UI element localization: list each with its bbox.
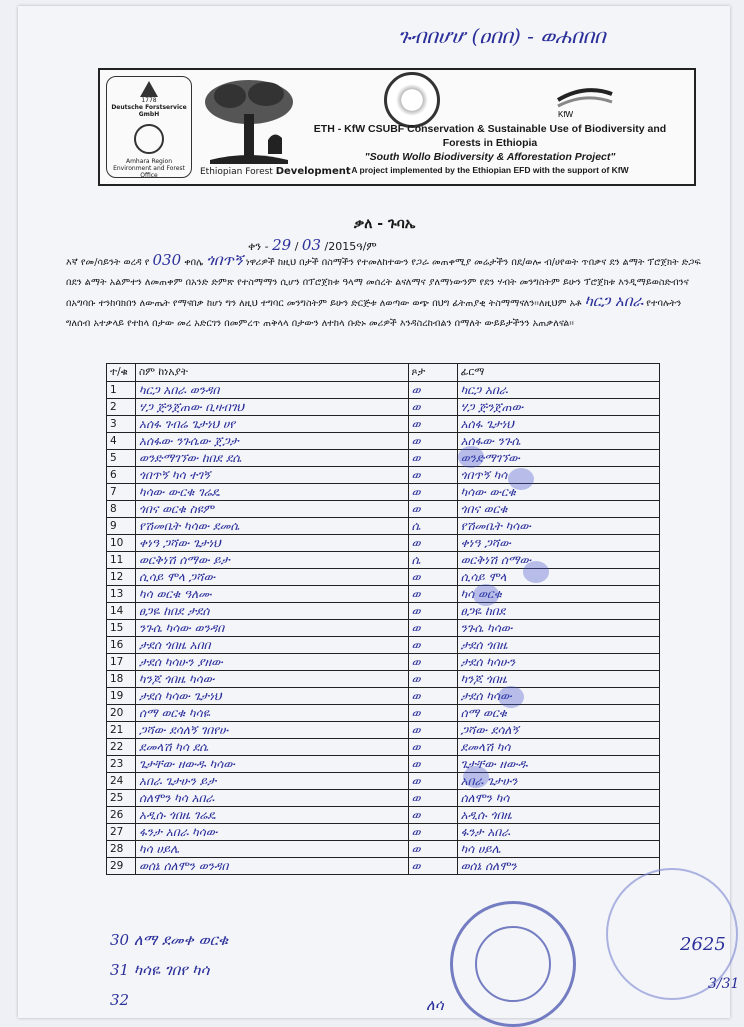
row-sex: ወ [408, 501, 457, 518]
para-body: ነዋሪዎች ከዚህ በታች በስማችን የተመለከተውን የጋራ መጠቀሚያ መሬታችን በደ/ወሎ ብ/ሀየወት ጥበቃና ደን ልማት ፕሮጀክት ድጋፍ በደን ልማት አልምተን ለመጠቀም በአንድ ድምጽ የተስማማን ሲሆን በፕሮጀክቱ ዓላማ መሰረት ልናለማና ያለማነውንም የደን ሃብት መንግስትም ይሁን ፕሮጀክቱ እንዲማይወስድብንና በአግባቡ ተንከባክበን ለውጤት የማናበቃ ከሆነ ግን ለዚህ ተግባር መንግስትም ይሁን ድርጅቱ ለወጣው ወጭ በህግ ፊትጠያቂ ትስማማናለን፡፡ለዚህም አቶ [66, 257, 701, 309]
extra-row-31: 31 ካሳዬ ገበየ ካሳ [110, 961, 210, 979]
row-signature: ታደሰ ካሳሁን [457, 654, 659, 671]
row-number: 12 [107, 569, 136, 586]
row-sex: ወ [408, 739, 457, 756]
row-number: 16 [107, 637, 136, 654]
kebele-name: ጎበጥኝ [206, 251, 243, 269]
date-row: ቀን - 29 / 03 /2015ዓ/ም [248, 236, 377, 254]
header-number: ተ/ቁ [107, 364, 136, 382]
row-name: ካርጋ አበራ ወንዳበ [136, 382, 408, 399]
row-number: 5 [107, 450, 136, 467]
table-row [107, 739, 660, 756]
row-name: ወንድማገኘው ከበደ ደሴ [136, 450, 408, 467]
table-row [107, 382, 660, 399]
row-name: ወርቅነሽ ሰማው ይታ [136, 552, 408, 569]
stamp-number: 2625 [680, 934, 726, 955]
row-number: 21 [107, 722, 136, 739]
kfw-logo-icon [550, 80, 620, 120]
row-number: 14 [107, 603, 136, 620]
row-signature: ሲሳይ ሞላ [457, 569, 659, 586]
table-row [107, 824, 660, 841]
banner-implemented-by: A project implemented by the Ethiopian EFD with the support of KfW [351, 165, 629, 175]
project-banner [98, 68, 696, 186]
table-row [107, 705, 660, 722]
table-row [107, 620, 660, 637]
row-number: 4 [107, 433, 136, 450]
row-sex: ወ [408, 586, 457, 603]
row-sex: ወ [408, 705, 457, 722]
row-signature: ካንጆ ጎበዜ [457, 671, 659, 688]
row-number: 15 [107, 620, 136, 637]
fingerprint-mark [523, 561, 549, 583]
row-sex: ወ [408, 603, 457, 620]
row-name: ፀጋዬ ከበደ ታደሰ [136, 603, 408, 620]
row-number: 29 [107, 858, 136, 875]
row-sex: ወ [408, 722, 457, 739]
row-signature: ታደሰ ጎበዜ [457, 637, 659, 654]
row-name: ጎበና ወርቁ ስዩም [136, 501, 408, 518]
row-sex: ወ [408, 637, 457, 654]
row-name: አበራ ጌታሁን ይታ [136, 773, 408, 790]
row-sex: ወ [408, 688, 457, 705]
row-number: 18 [107, 671, 136, 688]
row-signature: ወንድማገኘው [457, 450, 659, 467]
fingerprint-mark [498, 686, 524, 708]
table-row [107, 416, 660, 433]
banner-title-line1: ETH - KfW CSUBF Conservation & Sustainable Use of Biodiversity and [313, 123, 667, 135]
row-name: ታደሰ ካሳው ጌታነህ [136, 688, 408, 705]
table-row [107, 450, 660, 467]
table-header-row [107, 364, 660, 382]
row-number: 22 [107, 739, 136, 756]
extra-row-32: 32 [110, 991, 130, 1009]
row-sex: ወ [408, 858, 457, 875]
row-sex: ወ [408, 433, 457, 450]
row-sex: ወ [408, 620, 457, 637]
banner-title-line2: Forests in Ethiopia [442, 137, 538, 149]
row-signature: የሽመቤት ካሳው [457, 518, 659, 535]
row-signature: ካሳው ውርቁ [457, 484, 659, 501]
row-signature: አዲሱ ጎበዜ [457, 807, 659, 824]
row-name: አሰፋ ገብሬ ጌታነህ ሀየ [136, 416, 408, 433]
row-sex: ወ [408, 671, 457, 688]
row-number: 9 [107, 518, 136, 535]
row-sex: ወ [408, 467, 457, 484]
stamp-signature: 3/31 [708, 976, 740, 992]
logo-bottom-text: Amhara Region Environment and Forest Office [113, 158, 185, 179]
para-start: እኛ የመ/ሳይንት ወረዳ የ [66, 257, 150, 268]
row-number: 25 [107, 790, 136, 807]
row-name: ካንጆ ጎበዜ ካሳው [136, 671, 408, 688]
table-row [107, 518, 660, 535]
row-signature: ጎበና ወርቁ [457, 501, 659, 518]
row-number: 10 [107, 535, 136, 552]
row-signature: ሃጋ ጅንጀጠው [457, 399, 659, 416]
attendance-table [106, 363, 660, 875]
row-name: አዲሱ ጎበዜ ገሬዴ [136, 807, 408, 824]
row-name: ደመላሽ ካሳ ደሴ [136, 739, 408, 756]
fingerprint-mark [463, 766, 489, 788]
table-row [107, 433, 660, 450]
table-row [107, 654, 660, 671]
tree-logo-icon [200, 74, 298, 170]
table-row [107, 790, 660, 807]
row-sex: ወ [408, 841, 457, 858]
row-number: 1 [107, 382, 136, 399]
kfw-label: KfW [558, 110, 574, 119]
row-signature: ወርቅነሽ ሰማው [457, 552, 659, 569]
table-row [107, 399, 660, 416]
table-row [107, 841, 660, 858]
row-number: 26 [107, 807, 136, 824]
row-sex: ሴ [408, 552, 457, 569]
row-number: 23 [107, 756, 136, 773]
row-signature: ወሰኔ ሰለሞን [457, 858, 659, 875]
row-number: 8 [107, 501, 136, 518]
extra-row-30: 30 ለማ ደመቀ ወርቁ [110, 931, 229, 949]
row-sex: ወ [408, 450, 457, 467]
row-signature: ካሳ ሀይሌ [457, 841, 659, 858]
row-name: ሲሳይ ሞላ ጋሻው [136, 569, 408, 586]
logo-year: 1778 [141, 97, 157, 104]
table-row [107, 467, 660, 484]
row-signature: ጋሻው ደሳለኝ [457, 722, 659, 739]
table-row [107, 535, 660, 552]
row-name: ወሰኔ ሰለሞን ወንዳበ [136, 858, 408, 875]
row-number: 11 [107, 552, 136, 569]
row-name: የሽመቤት ካሳው ደመሴ [136, 518, 408, 535]
row-name: ፋንታ አበራ ካሳው [136, 824, 408, 841]
row-sex: ወ [408, 416, 457, 433]
row-name: ቀነዓ ጋሻው ጌታነህ [136, 535, 408, 552]
row-number: 13 [107, 586, 136, 603]
table-row [107, 671, 660, 688]
row-number: 19 [107, 688, 136, 705]
row-name: ታደሰ ጎበዜ አበበ [136, 637, 408, 654]
row-sex: ወ [408, 773, 457, 790]
row-number: 7 [107, 484, 136, 501]
row-name: ሃጋ ጅንጀጠው ቢዛብገህ [136, 399, 408, 416]
row-signature: ታደሰ ካሳው [457, 688, 659, 705]
table-row [107, 688, 660, 705]
row-number: 3 [107, 416, 136, 433]
date-year: /2015ዓ/ም [324, 240, 377, 253]
row-sex: ወ [408, 569, 457, 586]
row-number: 24 [107, 773, 136, 790]
row-signature: ፋንታ አበራ [457, 824, 659, 841]
row-name: ጋሻው ደሳለኝ ገበየሁ [136, 722, 408, 739]
row-signature: ሰማ ወርቁ [457, 705, 659, 722]
row-signature: ደመላሽ ካሳ [457, 739, 659, 756]
table-row [107, 569, 660, 586]
table-row [107, 722, 660, 739]
triangle-logo-icon [140, 81, 158, 97]
row-number: 27 [107, 824, 136, 841]
row-signature: ካርጋ አበራ [457, 382, 659, 399]
representative-name: ካርጋ አበራ [584, 292, 644, 310]
row-signature: ንጉሴ ካሳው [457, 620, 659, 637]
table-row [107, 586, 660, 603]
logo-org-name: Deutsche Forstservice GmbH [111, 104, 187, 118]
row-number: 17 [107, 654, 136, 671]
attendance-rows [107, 382, 660, 875]
row-name: ጌታቸው ዘውዱ ካሳው [136, 756, 408, 773]
table-row [107, 552, 660, 569]
row-sex: ወ [408, 484, 457, 501]
date-day: 29 [272, 236, 292, 254]
efd-caption: Ethiopian Forest Development [200, 166, 351, 177]
table-row [107, 756, 660, 773]
row-name: ሰለሞን ካሳ አበራ [136, 790, 408, 807]
table-row [107, 484, 660, 501]
banner-subtitle: "South Wollo Biodiversity & Afforestation Project" [364, 151, 616, 163]
row-sex: ወ [408, 654, 457, 671]
row-sex: ወ [408, 535, 457, 552]
date-month: 03 [301, 236, 322, 254]
table-row [107, 637, 660, 654]
row-name: ታደሰ ካሳሁን ያዘው [136, 654, 408, 671]
bottom-signature: ለሳ [426, 996, 444, 1014]
row-signature: ጎበጥኝ ካሳ [457, 467, 659, 484]
kebele-number: 030 [152, 251, 182, 269]
row-name: ጎበጥኝ ካሳ ተገኝ [136, 467, 408, 484]
stamp-inner-ring [475, 926, 551, 1002]
table-row [107, 773, 660, 790]
fingerprint-mark [473, 584, 499, 606]
row-signature: አሰፋው ንጉሴ [457, 433, 659, 450]
table-row [107, 501, 660, 518]
header-signature: ፊርማ [457, 364, 659, 382]
row-signature: ጌታቸው ዘውዱ [457, 756, 659, 773]
row-sex: ወ [408, 824, 457, 841]
amhara-emblem-icon [134, 124, 164, 154]
row-sex: ሴ [408, 518, 457, 535]
row-sex: ወ [408, 756, 457, 773]
row-sex: ወ [408, 807, 457, 824]
row-name: አሰፋው ንጉሴው ጀጋታ [136, 433, 408, 450]
banner-text-block [290, 122, 690, 176]
row-signature: ፀጋዬ ከበደ [457, 603, 659, 620]
row-sex: ወ [408, 399, 457, 416]
row-name: ካሳው ውርቁ ገሬዴ [136, 484, 408, 501]
table-row [107, 807, 660, 824]
row-sex: ወ [408, 790, 457, 807]
row-name: ንጉሴ ካሳው ወንዳበ [136, 620, 408, 637]
top-handwritten-note: ጉብበሆሆ (ዐበበ) - ወሐበበበ [398, 24, 606, 48]
row-name: ሰማ ወርቁ ካሳዬ [136, 705, 408, 722]
official-stamp [450, 901, 576, 1027]
minutes-paragraph [66, 251, 706, 333]
row-sex: ወ [408, 382, 457, 399]
table-row [107, 603, 660, 620]
row-signature: አበራ ጌታሁን [457, 773, 659, 790]
date-label: ቀን [248, 240, 262, 253]
table-row [107, 858, 660, 875]
round-seal-logo-icon [384, 72, 440, 128]
row-signature: ሰለሞን ካሳ [457, 790, 659, 807]
row-signature: ቀነዓ ጋሻው [457, 535, 659, 552]
row-signature: ካሳ ወርቁ [457, 586, 659, 603]
row-name: ካሳ ወርቁ ዓለሙ [136, 586, 408, 603]
row-number: 20 [107, 705, 136, 722]
header-sex: ጾታ [408, 364, 457, 382]
para-kebele: ቀበሌ [184, 257, 207, 268]
forest-service-logo [106, 76, 192, 178]
row-name: ካሳ ሀይሌ [136, 841, 408, 858]
document-sheet [18, 6, 740, 1018]
header-name: ስም ከነአያት [136, 364, 408, 382]
row-number: 6 [107, 467, 136, 484]
row-number: 28 [107, 841, 136, 858]
fingerprint-mark [458, 446, 484, 468]
fingerprint-mark [508, 468, 534, 490]
row-signature: አሰፋ ጌታነህ [457, 416, 659, 433]
para-end: የተባሉትን ግለሰብ አተቃላይ የተከላ በታው መረ አድርገን በመምረጥ ጠቅላላ በታውን ለተከላ ቡድኑ መሪዎች እንዳስረከብልን በማለት ውይይታችንን አጠቃለናል፡፡ [66, 298, 682, 329]
row-number: 2 [107, 399, 136, 416]
document-title: ቃለ - ጉባኤ [354, 216, 416, 232]
